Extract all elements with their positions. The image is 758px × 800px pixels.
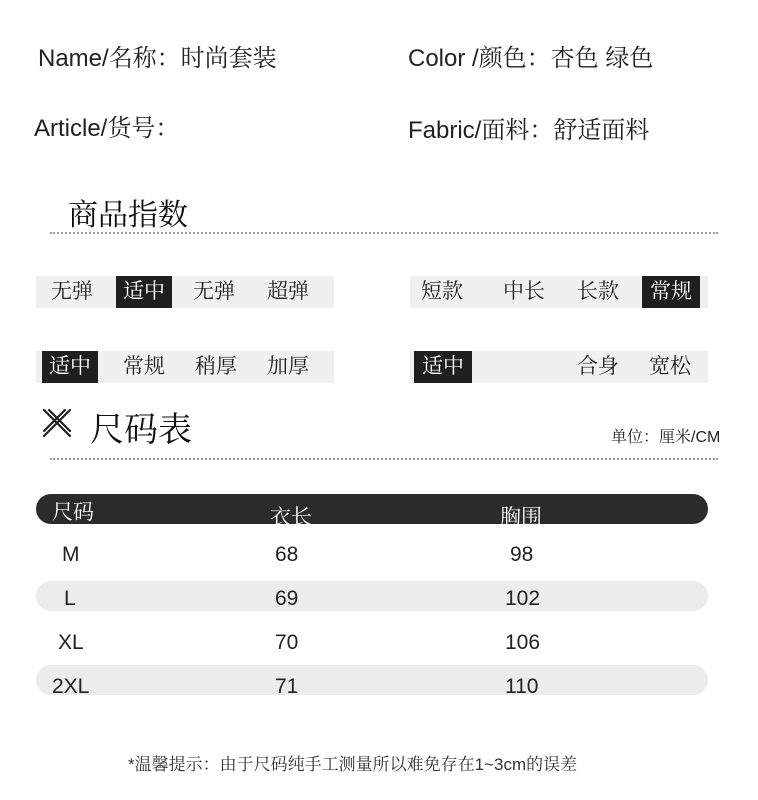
index-option: 无弹 <box>193 280 235 303</box>
measurement-note: *温馨提示：由于尺码纯手工测量所以难免存在1~3cm的误差 <box>128 755 578 774</box>
size-table-header <box>36 494 708 529</box>
cell-length: 70 <box>275 631 299 654</box>
scissors-icon <box>40 406 74 440</box>
product-name: Name/名称：时尚套装 <box>38 45 277 72</box>
row-stripe <box>36 665 708 695</box>
cell-chest: 106 <box>505 631 541 654</box>
size-chart-title: 尺码表 <box>90 411 192 449</box>
index-option-selected: 适中 <box>116 276 172 308</box>
cell-size: M <box>62 543 80 566</box>
product-fabric: Fabric/面料：舒适面料 <box>408 117 650 144</box>
product-article: Article/货号： <box>34 115 180 142</box>
index-divider <box>50 232 718 234</box>
index-option-selected: 适中 <box>414 351 472 383</box>
index-option: 稍厚 <box>195 355 237 378</box>
cell-length: 69 <box>275 587 299 610</box>
index-option: 中长 <box>503 280 545 303</box>
cell-chest: 110 <box>505 675 539 698</box>
index-option <box>488 351 560 383</box>
index-option: 长款 <box>577 280 619 303</box>
cell-chest: 98 <box>510 543 534 566</box>
index-option: 短款 <box>421 280 463 303</box>
header-size: 尺码 <box>52 501 94 524</box>
index-option: 常规 <box>123 355 165 378</box>
index-option: 加厚 <box>267 355 309 378</box>
index-title: 商品指数 <box>68 199 188 232</box>
index-option-selected: 适中 <box>42 351 98 383</box>
index-group-fit <box>410 351 708 383</box>
cell-length: 68 <box>275 543 299 566</box>
unit-label: 单位：厘米/CM <box>611 429 721 446</box>
size-divider <box>50 458 718 460</box>
cell-chest: 102 <box>505 587 541 610</box>
index-option: 超弹 <box>267 280 309 303</box>
index-option: 合身 <box>577 355 619 378</box>
index-option-selected: 常规 <box>642 276 700 308</box>
cell-size: L <box>64 587 76 610</box>
cell-size: XL <box>58 631 84 654</box>
cell-length: 71 <box>275 675 299 698</box>
index-option: 宽松 <box>649 355 691 378</box>
header-chest: 胸围 <box>500 506 542 529</box>
index-group-thickness <box>36 351 334 383</box>
index-group-length <box>410 276 708 308</box>
product-color: Color /颜色：杏色 绿色 <box>408 45 654 72</box>
index-group-elasticity <box>36 276 334 308</box>
header-length: 衣长 <box>270 506 312 529</box>
row-stripe <box>36 581 708 611</box>
cell-size: 2XL <box>52 675 90 698</box>
index-option: 无弹 <box>51 280 93 303</box>
